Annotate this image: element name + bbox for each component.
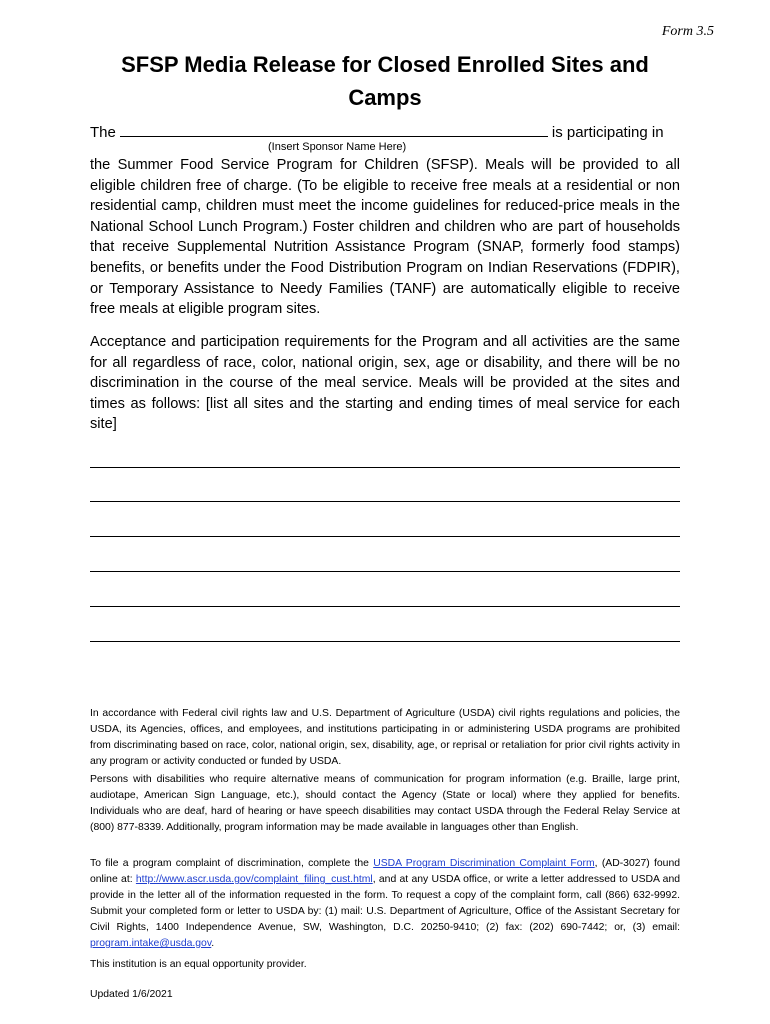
site-entry-line[interactable] bbox=[90, 536, 680, 537]
site-entry-line[interactable] bbox=[90, 467, 680, 468]
complaint-url-link[interactable]: http://www.ascr.usda.gov/complaint_filing_cust.html bbox=[135, 874, 373, 885]
page-title: SFSP Media Release for Closed Enrolled Sites and Camps bbox=[121, 52, 649, 110]
site-entry-line[interactable] bbox=[90, 606, 680, 607]
site-entry-line[interactable] bbox=[90, 501, 680, 502]
site-entry-line[interactable] bbox=[90, 571, 680, 572]
program-description-paragraph: the Summer Food Service Program for Children (SFSP). Meals will be provided to all eligible children free of charge. (To be eligible to receive free meals at a residential or non residential camp, children must meet the income guidelines for reduced-price meals in the National School Lunch Program.) Foster children and children who are part of households that receive Supplemental Nutrition Assistance Program (SNAP, formerly food stamps) benefits, or benefits under the Food Distribution Program on Indian Reservations (FDPIR), or Temporary Assistance to Needy Families (TANF) are automatically eligible to receive free meals at eligible program sites. bbox=[90, 157, 680, 318]
civil-rights-paragraph: In accordance with Federal civil rights law and U.S. Department of Agriculture (USDA) civil rights regulations and policies, the USDA, its Agencies, offices, and employees, and institutions participating in or administering USDA programs are prohibited from discriminating based on race, color, national origin, sex, disability, age, or reprisal or retaliation for prior civil rights activity in any program or activity conducted or funded by USDA. bbox=[90, 708, 680, 767]
updated-date: Updated 1/6/2021 bbox=[90, 989, 173, 1000]
complaint-form-link[interactable]: USDA Program Discrimination Complaint Form bbox=[373, 858, 595, 869]
sponsor-prefix: The bbox=[90, 124, 116, 141]
sponsor-name-caption: (Insert Sponsor Name Here) bbox=[268, 141, 407, 153]
sponsor-suffix: is participating in bbox=[551, 124, 664, 141]
complaint-text-4: . bbox=[211, 938, 215, 949]
disabilities-paragraph: Persons with disabilities who require alternative means of communication for program information (e.g. Braille, large print, audiotape, American Sign Language, etc.), should contact the Agency (State or local) where they applied for benefits. Individuals who are deaf, hard of hearing or have speech disabilities may contact USDA through the Federal Relay Service at (800) 877-8339. Additionally, program information may be made available in languages other than English. bbox=[90, 774, 680, 833]
complaint-text-3: , and at any USDA office, or write a letter addressed to USDA and provide in the letter all of the information requested in the form. To request a copy of the complaint form, call (866) 632-9992. Submit your completed form or letter to USDA by: (1) mail: U.S. Department of Agriculture, Office of the Assistant Secretary for Civil Rights, 1400 Independence Avenue, SW, Washington, D.C. 20250-9410; (2) fax: (202) 690-7442; or, (3) email: bbox=[90, 874, 680, 933]
acceptance-paragraph: Acceptance and participation requirements for the Program and all activities are the same for all regardless of race, color, national origin, sex, age or disability, and there will be no discrimination in the course of the meal service. Meals will be provided at the sites and times as follows: [list all sites and the starting and ending times of meal service for each site] bbox=[90, 334, 680, 433]
site-entry-line[interactable] bbox=[90, 641, 680, 642]
email-link[interactable]: program.intake@usda.gov bbox=[90, 938, 212, 949]
complaint-paragraph bbox=[90, 856, 680, 952]
equal-opportunity-statement: This institution is an equal opportunity provider. bbox=[90, 959, 307, 970]
sponsor-name-field[interactable] bbox=[120, 123, 548, 137]
complaint-text-2: , (AD-3027) found online at: bbox=[90, 858, 681, 885]
complaint-text-1: To file a program complaint of discrimination, complete the bbox=[90, 858, 374, 869]
form-number: Form 3.5 bbox=[661, 24, 714, 39]
sponsor-line bbox=[90, 123, 680, 143]
